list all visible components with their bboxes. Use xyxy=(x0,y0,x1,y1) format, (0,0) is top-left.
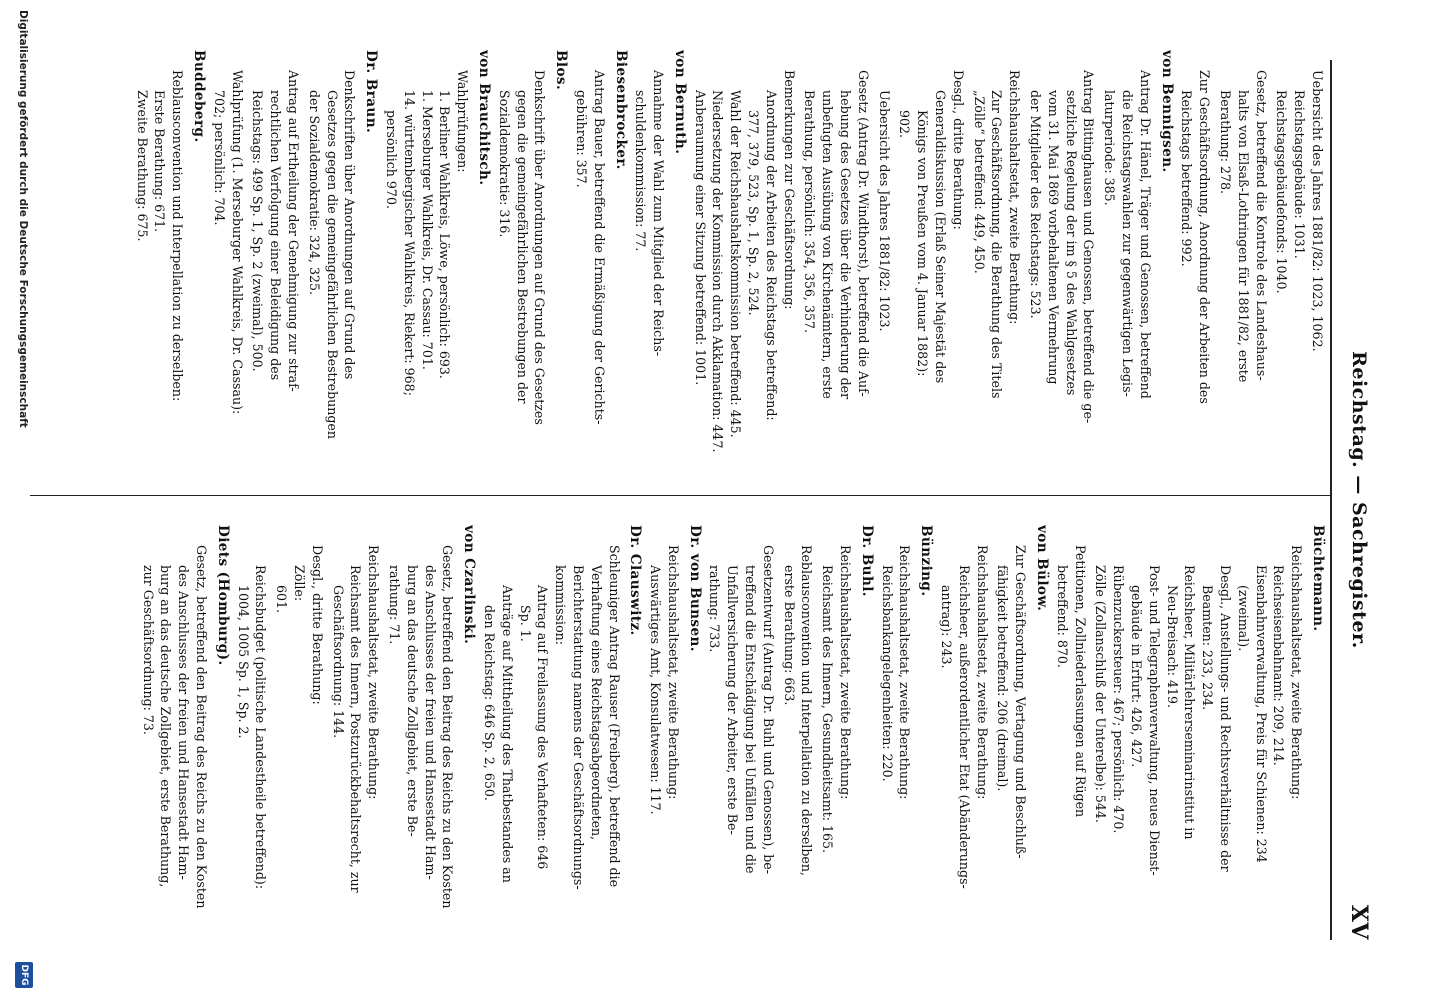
dfg-logo: DFG xyxy=(15,962,33,988)
index-line: gebühren: 357. xyxy=(573,90,589,188)
index-entry xyxy=(1092,525,1306,955)
index-line: Erste Berathung: 671. xyxy=(152,90,168,233)
index-line: laturperiode: 385. xyxy=(1102,90,1118,206)
index-line: Zur Geschäftsordnung, Anordnung der Arbeiten des xyxy=(1197,70,1213,404)
index-entry xyxy=(801,50,872,480)
index-line: Anträge auf Mittheilung des Thatbestandes an xyxy=(499,585,515,883)
speaker-name: Diets (Homburg). xyxy=(214,525,231,666)
index-line: Post- und Telegraphenverwaltung, neues Dienst- xyxy=(1146,565,1162,876)
index-line: Desgl., dritte Berathung: xyxy=(950,70,966,230)
index-line: „Zölle“ betreffend: 449, 450. xyxy=(971,90,987,274)
index-line: Anordnung der Arbeiten des Reichstags betreffend: xyxy=(763,90,779,421)
index-entry xyxy=(272,525,325,955)
index-line: Generaldiskussion (Erlaß Seiner Majestät des xyxy=(933,90,949,384)
speaker-name: von Czarlinski. xyxy=(461,525,478,645)
index-line: Berichterstattung namens der Geschäftsordnungs- xyxy=(570,565,586,890)
index-line: Zweite Berathung: 675. xyxy=(134,90,150,242)
index-entry xyxy=(818,525,854,955)
speaker-heading xyxy=(1308,525,1326,955)
index-line: Reichshaushaltsetat, zweite Berathung: xyxy=(974,545,990,800)
page-number: XV xyxy=(1346,904,1372,940)
speaker-name: Büchtemann. xyxy=(1310,525,1326,632)
speaker-heading xyxy=(361,50,379,480)
running-head-title: Reichstag. — Sachregister. xyxy=(1348,351,1370,649)
index-entry xyxy=(305,50,358,480)
speaker-heading xyxy=(1157,50,1175,480)
speaker-heading xyxy=(670,50,688,480)
index-line: Gesetz, betreffend die Kontrole des Landeshaus- xyxy=(1253,70,1269,381)
index-line: (zweimal). xyxy=(1235,585,1251,652)
index-line: Annahme der Wahl zum Mitglied der Reichs- xyxy=(651,70,667,357)
speaker-name: von Bülow. xyxy=(1034,525,1051,612)
speaker-name: Dr. Clauswitz. xyxy=(627,525,644,636)
index-line: burg an das deutsche Zollgebiet, erste Be- xyxy=(404,565,420,837)
index-line: Denkschrift über Anordnungen auf Grund des Gesetzes xyxy=(532,70,548,425)
index-entry xyxy=(878,525,914,955)
index-entry xyxy=(1053,525,1089,955)
index-line: Reblausconvention und Interpellation zu derselben, xyxy=(799,545,815,876)
index-line: gegen die gemeingefährlichen Bestrebungen der xyxy=(514,90,530,404)
column-divider xyxy=(30,495,1330,496)
index-line: Petitionen, Zollniederlassungen auf Rügen xyxy=(1072,545,1088,818)
index-entry xyxy=(1026,50,1097,480)
index-entry xyxy=(249,50,302,480)
index-entry xyxy=(133,50,186,480)
index-entry xyxy=(937,525,990,955)
index-line: Gesetz, betreffend den Beitrag des Reichs zu den Kosten xyxy=(193,545,209,909)
digitization-credit xyxy=(7,0,37,1000)
speaker-name: von Bennigsen. xyxy=(1158,50,1175,173)
index-entry xyxy=(139,525,210,955)
index-line: Auswärtiges Amt, Konsulatwesen: 117. xyxy=(648,565,664,815)
index-line: hebung des Gesetzes über die Verhinderung der xyxy=(838,90,854,400)
index-line: Uebersicht des Jahres 1881/82: 1023, 1062. xyxy=(1310,70,1325,352)
index-line: 1. Merseburger Wahlkreis, Dr. Cassau: 701. xyxy=(419,90,435,370)
index-line: des Anschlusses der freien und Hansestadt Ham- xyxy=(422,565,438,880)
index-line: Reichseisenbahnamt: 209, 214. xyxy=(1271,565,1287,766)
index-line: Denkschriften über Anordnungen auf Grund des xyxy=(342,70,358,380)
index-line: persönlich 970. xyxy=(383,110,399,209)
index-line: Rübenzuckersteuer: 467; persönlich: 470. xyxy=(1111,565,1127,834)
index-line: halts von Elsaß-Lothringen für 1881/82, erste xyxy=(1235,90,1251,383)
index-line: rathung: 71. xyxy=(386,565,402,645)
index-line: Schleuniger Antrag Rauser (Freiberg), betreffend die xyxy=(606,545,622,888)
index-entry xyxy=(1273,50,1326,480)
index-line: 377, 379, 523, Sp. 1, Sp. 2, 524. xyxy=(746,110,762,316)
index-line: Gesetz, betreffend den Beitrag des Reichs zu den Kosten xyxy=(440,545,456,909)
index-entry xyxy=(1216,50,1269,480)
index-line: Wahl der Reichshaushaltskommission betreffend: 445. xyxy=(728,90,744,438)
index-line: Antrag auf Freilassung des Verhafteten: 646 xyxy=(535,585,551,870)
index-entry xyxy=(1178,50,1214,480)
index-line: Königs von Preußen vom 4. Januar 1882): xyxy=(915,110,931,377)
index-line: Antrag auf Ertheilung der Genehmigung zur straf- xyxy=(285,70,301,392)
index-line: Sp. 1. xyxy=(517,605,533,642)
index-line: 902. xyxy=(897,110,913,139)
index-line: Uebersicht des Jahres 1881/82: 1023. xyxy=(876,90,892,332)
speaker-heading xyxy=(611,50,629,480)
index-line: burg an das deutsche Zollgebiet, erste Berathung, xyxy=(158,565,174,888)
index-line: 14. württembergischer Wahlkreis, Riekert: 968; xyxy=(401,90,417,396)
index-line: Reichshaushaltsetat, zweite Berathung: xyxy=(1007,70,1023,325)
speaker-heading xyxy=(626,525,644,955)
index-line: Berathung: 278. xyxy=(1218,90,1234,194)
speaker-name: Buddeberg. xyxy=(190,50,207,143)
index-line: kommission: xyxy=(553,565,569,646)
index-line: Sozialdemokratie: 316. xyxy=(496,90,512,238)
index-entry xyxy=(780,525,816,955)
index-line: rechtlichen Verfolgung einer Beleidigung des xyxy=(268,90,284,381)
index-line: den Reichstag: 646 Sp. 2, 650. xyxy=(481,605,497,801)
index-line: rathung: 733. xyxy=(707,565,723,653)
index-line: der Sozialdemokratie: 324, 325. xyxy=(306,90,322,296)
index-line: unbefugten Ausübung von Kirchenämtern, erste xyxy=(820,90,836,399)
index-line: die Reichstagswahlen zur gegenwärtigen Legis- xyxy=(1120,90,1136,397)
index-line: gebäude in Erfurt: 426, 427. xyxy=(1129,585,1145,768)
speaker-name: Dr. Braun. xyxy=(363,50,380,134)
index-line: 1004, 1005 Sp. 1, Sp. 2. xyxy=(235,585,251,739)
index-line: vom 31. Mai 1869 vorbehaltenen Vermehrung xyxy=(1045,90,1061,385)
index-line: Reichstagsgebäude: 1031. xyxy=(1292,90,1308,259)
index-line: Niedersetzung der Kommission durch Akklamation: 447. xyxy=(710,90,726,453)
index-line: Wahlprüfungen: xyxy=(455,70,471,173)
index-line: Reichshaushaltsetat, zweite Berathung: xyxy=(665,545,681,800)
index-line: Zur Geschäftsordnung, die Berathung des Titels xyxy=(989,90,1005,399)
speaker-heading xyxy=(459,525,477,955)
index-line: Reichstags: 499 Sp. 1, Sp. 2 (zweimal), 500. xyxy=(250,90,266,372)
index-entry xyxy=(875,50,893,480)
speaker-name: Biesenbrocker. xyxy=(612,50,629,170)
speaker-heading xyxy=(857,525,875,955)
speaker-heading xyxy=(189,50,207,480)
index-line: Neu-Breisach: 419. xyxy=(1164,585,1180,709)
index-entry xyxy=(646,525,682,955)
index-line: Reichsheer, außerordentlicher Etat (Abänderungs- xyxy=(956,565,972,889)
speaker-name: Blos. xyxy=(553,50,570,91)
index-line: Gesetz (Antrag Dr. Windthorst), betreffend die Auf- xyxy=(855,70,871,397)
index-entry xyxy=(1100,50,1153,480)
index-line: betreffend: 870. xyxy=(1054,565,1070,668)
index-entry xyxy=(385,525,456,955)
index-line: Zur Geschäftsordnung, Vertagung und Beschluß- xyxy=(1013,545,1029,859)
index-line: Bemerkungen zur Geschäftsordnung: xyxy=(781,70,797,310)
credit-text: Digitalisierung gefördert durch die Deutsche Forschungsgemeinschaft xyxy=(17,10,29,428)
index-entry xyxy=(896,50,967,480)
index-line: 601. xyxy=(274,585,290,614)
index-line: treffend die Entschädigung bei Unfällen und die xyxy=(743,565,759,874)
speaker-heading xyxy=(1032,525,1050,955)
index-line: Zölle (Zollanschluß der Unterelbe): 544. xyxy=(1093,565,1109,823)
speaker-name: Bünzing. xyxy=(918,525,935,597)
index-line: Wahlprüfung (1. Merseburger Wahlkreis, Dr. Cassau): xyxy=(229,70,245,415)
index-line: Reichsamt des Innern, Gesundheitsamt: 165. xyxy=(820,565,836,854)
index-entry xyxy=(994,525,1030,955)
index-entry xyxy=(329,525,382,955)
index-line: Reblausconvention und Interpellation zu derselben: xyxy=(170,70,186,402)
index-line: Geschäftsordnung: 144. xyxy=(330,585,346,739)
running-head xyxy=(1342,40,1372,960)
speaker-name: Dr. von Bunsen. xyxy=(686,525,703,652)
index-entry xyxy=(691,50,798,480)
index-line: Desgl., Anstellungs- und Rechtsverhältnisse der xyxy=(1218,565,1234,872)
index-line: Antrag Dr. Hänel, Träger und Genossen, betreffend xyxy=(1137,70,1153,399)
index-line: Reichshaushaltsetat, zweite Berathung: xyxy=(366,545,382,800)
index-line: Unfallversicherung der Arbeiter, erste Be- xyxy=(725,565,741,835)
index-line: zur Geschäftsordnung: 73. xyxy=(140,565,156,735)
index-line: des Anschlusses der freien und Hansestadt Ham- xyxy=(176,565,192,880)
speaker-heading xyxy=(213,525,231,955)
index-line: Reichsbankangelegenheiten: 220. xyxy=(879,565,895,782)
index-line: Reichsbudget (politische Landestheile betreffend): xyxy=(253,565,269,890)
index-line: Reichstagsgebäudefonds: 1040. xyxy=(1274,90,1290,294)
speaker-name: von Bernuth. xyxy=(671,50,688,155)
speaker-heading xyxy=(685,525,703,955)
index-line: Zölle: xyxy=(291,565,307,602)
index-line: Reichshaushaltsetat, zweite Berathung: xyxy=(1289,545,1305,800)
index-column-left xyxy=(130,50,1326,480)
index-line: Reichstags betreffend: 992. xyxy=(1179,90,1195,267)
index-line: schuldenkommission: 77. xyxy=(633,90,649,252)
index-entry xyxy=(572,50,608,480)
index-line: Gesetzentwurf (Antrag Dr. Buhl und Genossen), be- xyxy=(760,545,776,875)
index-line: Desgl., dritte Berathung: xyxy=(309,545,325,705)
index-entry xyxy=(210,50,246,480)
speaker-heading xyxy=(474,50,492,480)
index-line: Reichsheer, Militärlehrerseminarinstitut in xyxy=(1182,565,1198,840)
index-line: Reichshaushaltsetat, zweite Berathung: xyxy=(897,545,913,800)
index-line: Beamten: 233, 234. xyxy=(1200,585,1216,711)
speaker-heading xyxy=(551,50,569,480)
index-entry xyxy=(632,50,668,480)
speaker-name: Dr. Buhl. xyxy=(858,525,875,597)
index-line: erste Berathung: 663. xyxy=(781,565,797,706)
index-line: Berathung, persönlich: 354, 356, 357. xyxy=(802,90,818,333)
index-line: Anberaumung einer Sitzung betreffend: 1001. xyxy=(692,90,708,386)
index-line: Verhaftung eines Reichstagsabgeordneten, xyxy=(588,565,604,841)
index-line: 1. Berliner Wahlkreis, Löwe, persönlich: 693. xyxy=(437,90,453,379)
header-rule xyxy=(1330,60,1332,940)
index-entry xyxy=(495,50,548,480)
index-column-right xyxy=(136,525,1326,955)
index-entry xyxy=(234,525,270,955)
index-entry xyxy=(706,525,777,955)
speaker-heading xyxy=(916,525,934,955)
index-line: fähigkeit betreffend: 206 (dreimal). xyxy=(995,565,1011,792)
index-line: der Mitglieder des Reichstags: 523. xyxy=(1028,90,1044,319)
index-line: Gesetzes gegen die gemeingefährlichen Bestrebungen xyxy=(324,90,340,439)
speaker-name: von Brauchitsch. xyxy=(475,50,492,186)
index-line: Reichsamt des Innern, Postzurückbehaltsrecht, zur xyxy=(348,565,364,893)
index-line: Reichshaushaltsetat, zweite Berathung: xyxy=(838,545,854,800)
index-line: Antrag Bauer, betreffend die Ermäßigung der Gerichts- xyxy=(591,70,607,425)
index-entry xyxy=(970,50,1023,480)
index-entry xyxy=(382,50,471,480)
index-line: 702; persönlich: 704. xyxy=(211,90,227,226)
index-line: setzliche Regelung der im § 5 des Wahlgesetzes xyxy=(1063,90,1079,396)
index-line: antrag): 243. xyxy=(939,585,955,669)
index-entry xyxy=(480,525,622,955)
index-line: Antrag Bittinghausen und Genossen, betreffend die ge- xyxy=(1081,70,1097,424)
index-line: Eisenbahnverwaltung, Preis für Schienen: 234 xyxy=(1253,565,1269,863)
